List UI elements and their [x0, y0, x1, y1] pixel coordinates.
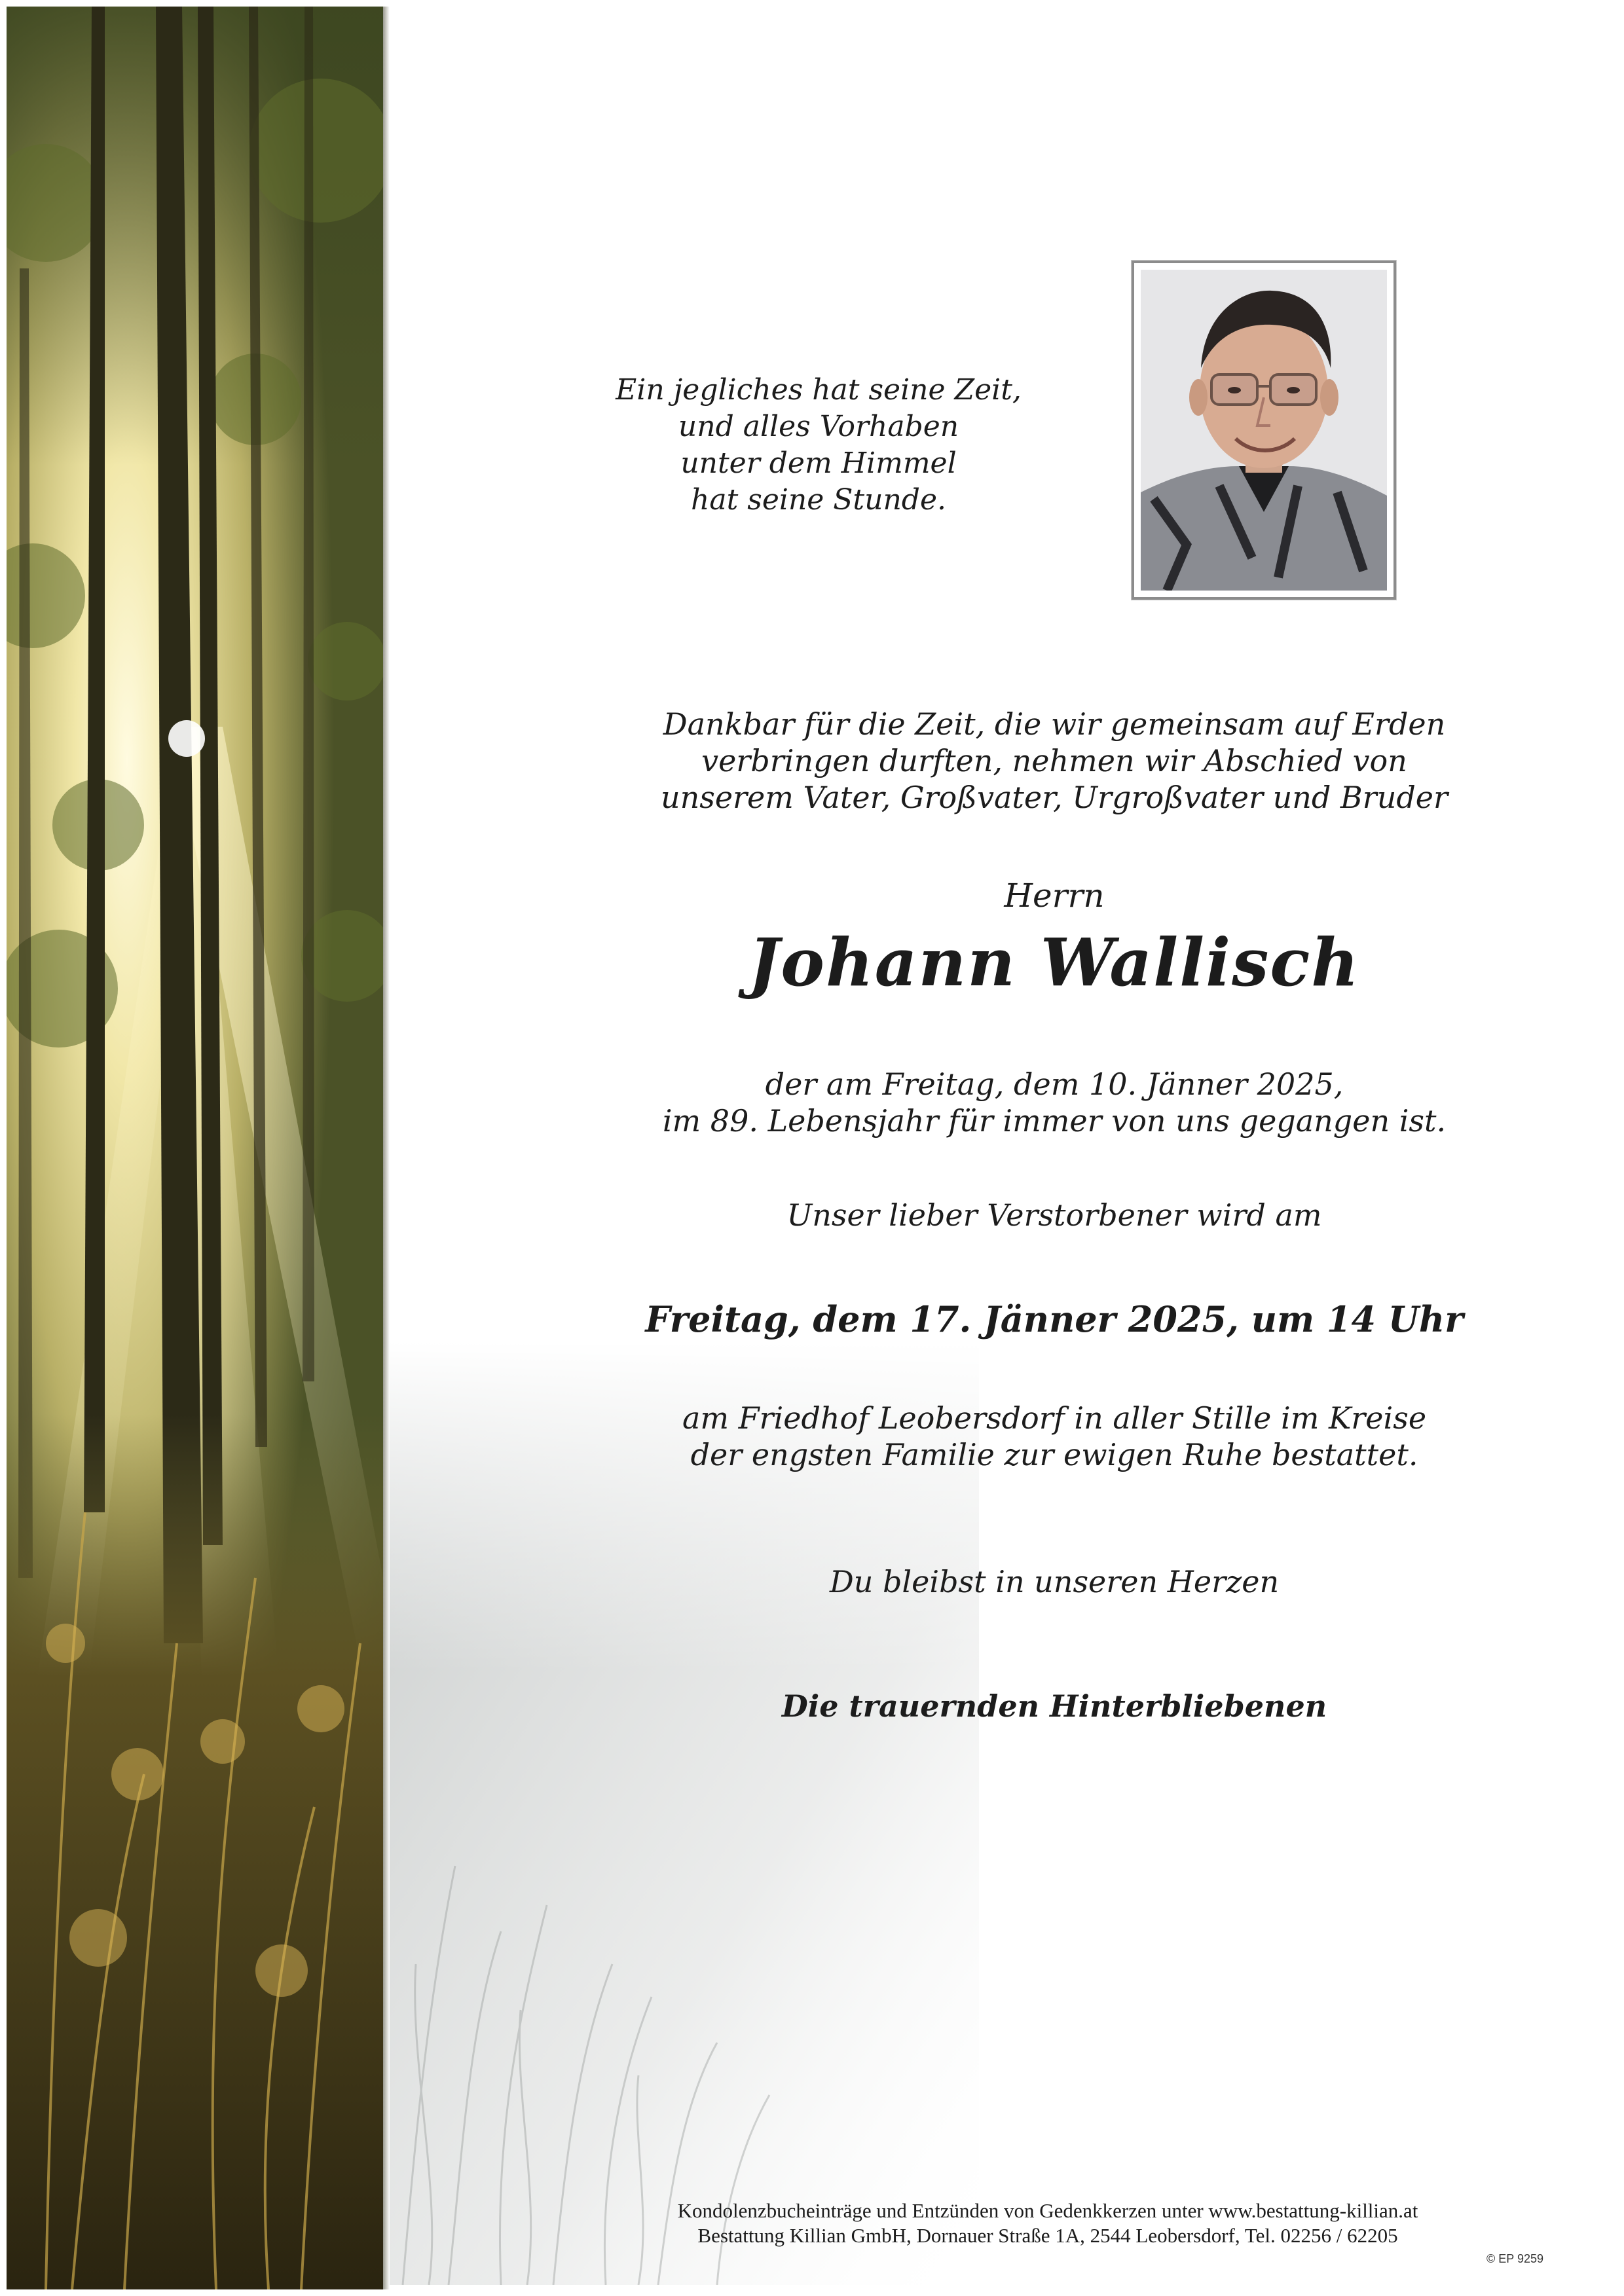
funeral-date: Freitag, dem 17. Jänner 2025, um 14 Uhr [645, 1298, 1464, 1340]
intro-line: unserem Vater, Großvater, Urgroßvater und Bruder [660, 780, 1449, 815]
motto-line: hat seine Stunde. [691, 483, 946, 517]
motto-verse [589, 372, 1048, 519]
misty-grass-background [390, 1342, 979, 2285]
forest-photo [7, 7, 383, 2289]
motto-line: unter dem Himmel [680, 446, 957, 480]
closing-line: Du bleibst in unseren Herzen [829, 1564, 1280, 1599]
motto-line: Ein jegliches hat seine Zeit, [616, 373, 1022, 407]
death-notice-line: im 89. Lebensjahr für immer von uns gegangen ist. [662, 1103, 1447, 1139]
farewell-intro [563, 706, 1545, 816]
portrait-photo [1132, 261, 1396, 600]
intro-line: Dankbar für die Zeit, die wir gemeinsam auf Erden [663, 706, 1446, 742]
signature: Die trauernden Hinterbliebenen [781, 1688, 1327, 1724]
footer-condolence-line: Kondolenzbucheinträge und Entzünden von Gedenkkerzen unter www.bestattung-killian.at [677, 2199, 1418, 2222]
death-notice-line: der am Freitag, dem 10. Jänner 2025, [765, 1066, 1344, 1102]
print-code: © EP 9259 [1486, 2252, 1543, 2265]
footer [557, 2198, 1539, 2248]
burial-place [563, 1400, 1545, 1473]
deceased-name: Johann Wallisch [748, 924, 1360, 1001]
burial-intro: Unser lieber Verstorbener wird am [786, 1197, 1322, 1233]
motto-line: und alles Vorhaben [678, 410, 959, 443]
death-notice [563, 1066, 1545, 1139]
footer-address-line: Bestattung Killian GmbH, Dornauer Straße 1A, 2544 Leobersdorf, Tel. 02256 / 62205 [697, 2224, 1398, 2247]
burial-place-line: am Friedhof Leobersdorf in aller Stille im Kreise [682, 1400, 1427, 1436]
panel-divider [383, 7, 390, 2289]
burial-place-line: der engsten Familie zur ewigen Ruhe bestattet. [690, 1437, 1418, 1472]
intro-line: verbringen durften, nehmen wir Abschied von [701, 743, 1407, 778]
salutation: Herrn [1004, 877, 1105, 915]
